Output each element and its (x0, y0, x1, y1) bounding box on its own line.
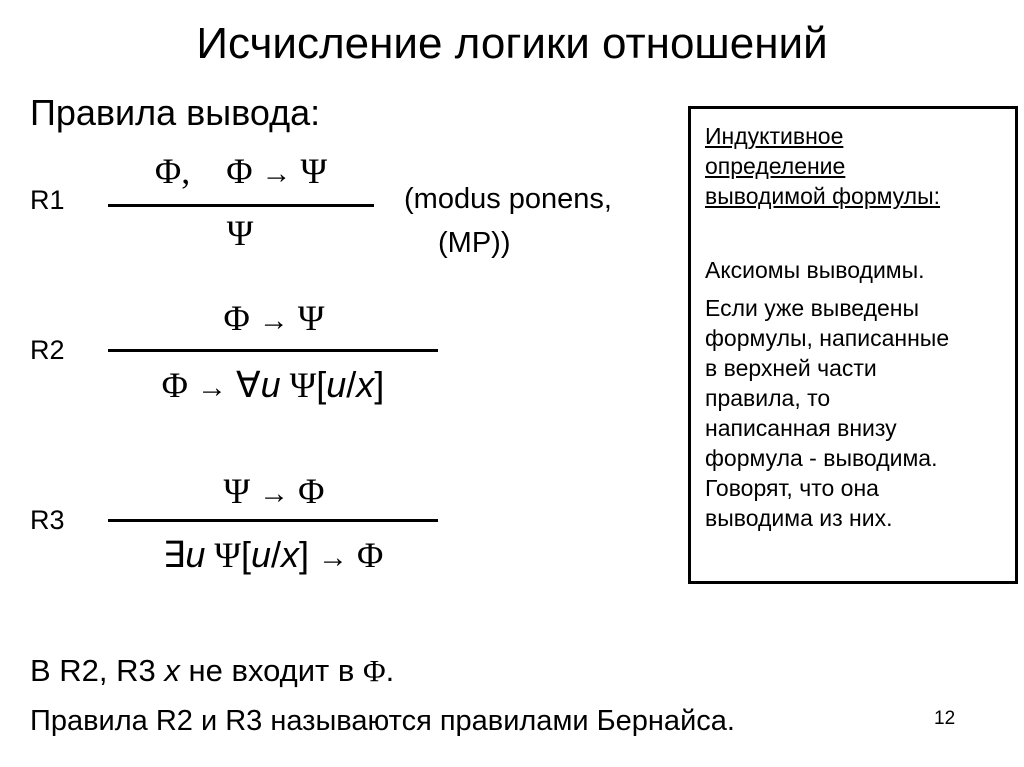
box-text-line: формулы, написанные (705, 325, 950, 351)
r2-premise-arrow: → (258, 304, 289, 337)
r2-bracket-open: [ (316, 364, 327, 405)
r2-forall-symbol: ∀ (236, 364, 261, 405)
r3-premise (194, 470, 354, 515)
r1-fraction-bar (108, 204, 374, 207)
r1-premise-arrow: → (261, 157, 292, 190)
r2-premise-psi: Ψ (297, 298, 325, 338)
note-middle: не входит в (179, 653, 363, 688)
r3-subst-u: u (250, 534, 272, 575)
definition-box (688, 106, 1018, 584)
rule-label-r3: R3 (30, 505, 65, 535)
r2-conclusion-psi: Ψ (289, 365, 317, 405)
r3-conclusion-arrow: → (318, 541, 349, 574)
r3-bracket-close: ] (299, 534, 310, 575)
box-text-line: написанная внизу (705, 415, 897, 441)
box-text-line: выводима из них. (705, 505, 893, 531)
box-text-line: правила, то (705, 385, 831, 411)
box-heading-line: определение (705, 153, 846, 179)
box-text-line: в верхней части (705, 355, 877, 381)
note-phi: Φ (362, 653, 386, 688)
r2-conclusion (116, 364, 430, 409)
r2-premise (194, 297, 354, 342)
note-var-x: x (164, 653, 180, 688)
note-x-not-in-phi (30, 652, 394, 690)
r2-premise-phi: Φ (223, 298, 250, 338)
r3-bound-var: u (185, 534, 206, 575)
box-heading-line: Индуктивное (705, 123, 844, 149)
box-text-line: Если уже выведены (705, 295, 920, 321)
rule-label-r1: R1 (30, 185, 65, 215)
r2-bracket-close: ] (374, 364, 385, 405)
r3-slash: / (271, 534, 282, 575)
slide-title: Исчисление логики отношений (196, 19, 828, 68)
box-text-line: Говорят, что она (705, 475, 879, 501)
r2-subst-u: u (326, 364, 347, 405)
section-heading: Правила вывода: (30, 92, 321, 133)
r1-conclusion: Ψ (226, 213, 254, 253)
r3-conclusion-psi: Ψ (214, 535, 241, 575)
r3-premise-psi: Ψ (223, 471, 251, 511)
box-heading-line: выводимой формулы: (705, 183, 941, 209)
r2-conclusion-phi: Φ (161, 365, 188, 405)
r1-premise-b-phi: Φ (226, 151, 253, 191)
r3-premise-arrow: → (259, 477, 290, 510)
box-text-line: формула - выводима. (705, 445, 938, 471)
r2-slash: / (346, 364, 357, 405)
r1-comma: , (181, 151, 191, 191)
r3-conclusion-phi: Φ (357, 535, 384, 575)
r2-bound-var: u (260, 364, 281, 405)
r2-fraction-bar (108, 349, 438, 352)
r3-subst-x: x (281, 534, 300, 575)
r2-conclusion-arrow: → (197, 371, 227, 404)
page-number: 12 (934, 708, 956, 729)
r3-exists-symbol: ∃ (162, 534, 186, 575)
derivation-rule-text (705, 293, 1001, 533)
note-suffix: . (385, 653, 395, 688)
rule-label-r2: R2 (30, 335, 65, 365)
r3-bracket-open: [ (240, 534, 251, 575)
note-prefix: В R2, R3 (30, 653, 165, 688)
r1-note-modus-ponens: (modus ponens, (404, 183, 612, 215)
axioms-text: Аксиомы выводимы. (705, 257, 925, 283)
r1-premise-b-psi: Ψ (300, 151, 328, 191)
r2-subst-x: x (356, 364, 375, 405)
note-bernays-rules: Правила R2 и R3 называются правилами Бернайса. (30, 705, 735, 737)
r1-premise-phi: Φ (154, 151, 182, 191)
r1-note-mp: (MP)) (438, 227, 511, 259)
r3-premise-phi: Φ (298, 471, 325, 511)
r1-premises (112, 150, 370, 195)
definition-box-heading (705, 121, 1001, 211)
r3-conclusion (116, 534, 430, 579)
r3-fraction-bar (108, 519, 438, 522)
